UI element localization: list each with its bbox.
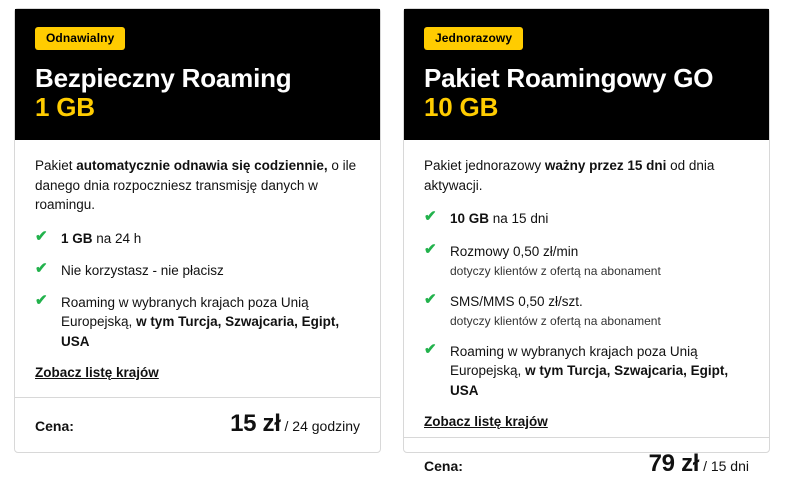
page-title: [35, 64, 360, 122]
feature-text: na 24 h: [92, 230, 142, 246]
list-item: [424, 292, 749, 329]
price-value: [230, 410, 360, 438]
feature-subtext: dotyczy klientów z ofertą na abonament: [450, 263, 661, 278]
feature-text: Nie korzystasz - nie płacisz: [61, 263, 224, 279]
check-icon: ✔: [424, 290, 437, 308]
check-icon: ✔: [424, 208, 437, 226]
check-icon: ✔: [35, 227, 48, 245]
card-title-text: Pakiet Roamingowy GO: [424, 63, 714, 93]
price-label: Cena:: [35, 418, 74, 434]
description-highlight: automatycznie odnawia się codziennie,: [76, 158, 328, 174]
status-badge: Jednorazowy: [424, 27, 523, 50]
feature-text: Roaming w wybranych krajach poza Unią Europejską,: [61, 295, 309, 330]
feature-text: na 15 dni: [489, 211, 549, 227]
description-part-2: o ile danego dnia rozpoczniesz transmisję danych w roamingu.: [35, 158, 357, 213]
description-highlight: ważny przez 15 dni: [544, 158, 667, 174]
check-icon: ✔: [35, 260, 48, 278]
list-item: [35, 261, 360, 280]
description-part-1: Pakiet: [35, 158, 77, 174]
check-icon: ✔: [424, 341, 437, 359]
check-icon: ✔: [35, 292, 48, 310]
list-item: [424, 342, 749, 399]
card-data-amount: 1 GB: [35, 92, 95, 123]
feature-text: SMS/MMS 0,50 zł/szt.: [450, 293, 583, 309]
list-item: [424, 242, 749, 279]
card-description: [424, 156, 749, 195]
feature-list: [424, 209, 749, 399]
list-item: [424, 209, 749, 228]
card-body: [404, 140, 769, 436]
card-description: [35, 156, 360, 215]
page-title: [424, 64, 749, 122]
country-list-link[interactable]: Zobacz listę krajów: [35, 364, 159, 380]
feature-bold-tail: w tym Turcja, Szwajcaria, Egipt, USA: [450, 363, 729, 398]
price-value: [649, 450, 749, 478]
feature-text: Rozmowy 0,50 zł/min: [450, 243, 579, 259]
feature-bold: 10 GB: [450, 211, 490, 227]
list-item: [35, 293, 360, 350]
offer-card-bezpieczny-roaming[interactable]: [14, 8, 381, 453]
card-body: [15, 140, 380, 397]
feature-subtext: dotyczy klientów z ofertą na abonament: [450, 314, 661, 328]
feature-list: [35, 229, 360, 351]
price-row: [15, 397, 380, 452]
price-row: [404, 437, 769, 492]
feature-bold: 1 GB: [61, 230, 93, 246]
card-title-text: Bezpieczny Roaming: [35, 63, 292, 93]
description-part-1: Pakiet jednorazowy: [424, 158, 545, 174]
card-header: [404, 9, 769, 140]
price-unit: / 24 godziny: [284, 418, 360, 434]
check-icon: ✔: [424, 240, 437, 258]
offer-card-pakiet-roamingowy-go[interactable]: [403, 8, 770, 477]
price-amount: 79 zł: [648, 449, 700, 477]
card-header: [15, 9, 380, 140]
description-part-2: od dnia aktywacji.: [424, 158, 715, 193]
card-data-amount: 10 GB: [424, 92, 499, 123]
price-label: Cena:: [424, 457, 463, 474]
status-badge: Odnawialny: [35, 27, 125, 50]
country-list-link[interactable]: Zobacz listę krajów: [424, 413, 548, 429]
list-item: [35, 229, 360, 248]
feature-text: Roaming w wybranych krajach poza Unią Europejską,: [450, 344, 698, 379]
price-amount: 15 zł: [230, 410, 281, 437]
feature-bold-tail: w tym Turcja, Szwajcaria, Egipt, USA: [61, 314, 340, 349]
price-unit: / 15 dni: [703, 457, 749, 474]
